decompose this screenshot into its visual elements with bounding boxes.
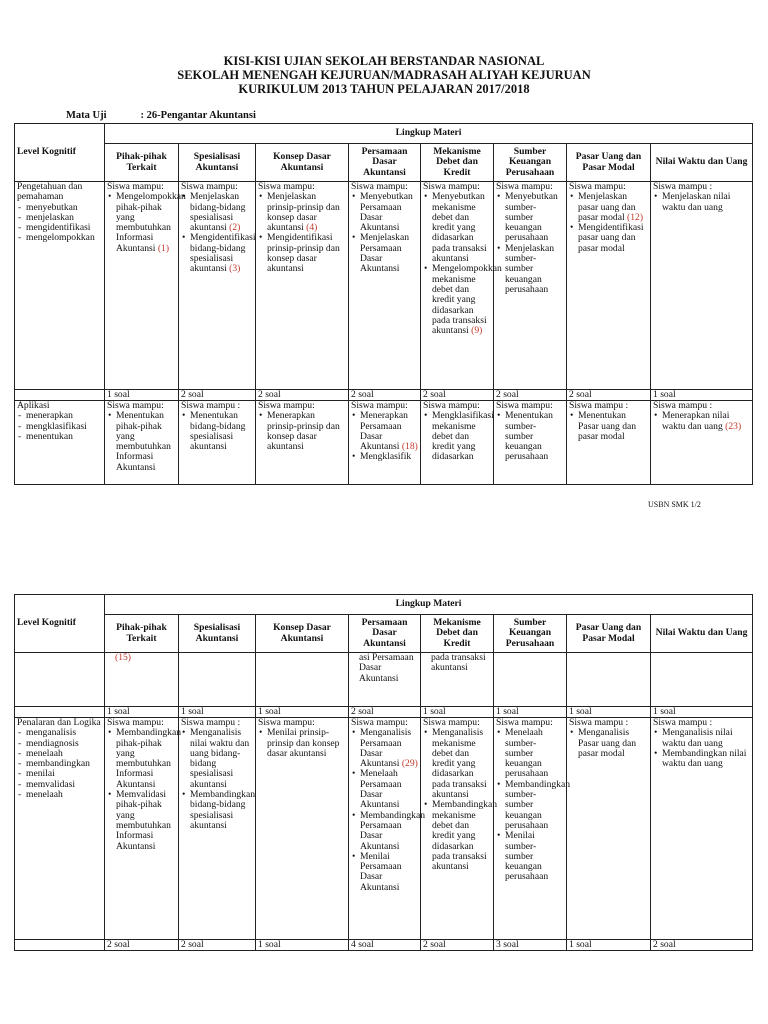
level-list — [17, 411, 102, 442]
level-item: - memvalidasi — [26, 780, 102, 790]
indicator-cell — [567, 718, 651, 940]
level-title: Aplikasi — [17, 400, 50, 411]
soal-count: 1 soal — [567, 707, 651, 718]
indicator-text: Menilai sumber-sumber keuangan perusahaan — [505, 830, 549, 883]
indicator-list — [107, 191, 186, 254]
indicator-intro: Siswa mampu: — [351, 181, 408, 192]
indicator-text: Membandingkan nilai waktu dan uang — [662, 747, 747, 770]
indicator-item — [116, 790, 176, 852]
soal-count: 1 soal — [256, 707, 349, 718]
soal-count: 2 soal — [421, 940, 494, 951]
indicator-intro: Siswa mampu : — [181, 400, 241, 411]
indicator-intro: Siswa mampu: — [258, 400, 315, 411]
level-header-p2: Level Kognitif — [15, 595, 105, 653]
indicator-text: Mengelompokkan mekanisme debet dan kredit yang didasarkan pada transaksi akuntansi — [432, 263, 502, 337]
indicator-text: Menentukan sumber-sumber keuangan perusahaan — [505, 410, 553, 463]
doc-title-line2: SEKOLAH MENENGAH KEJURUAN/MADRASAH ALIYAH KEJURUAN — [177, 68, 591, 82]
indicator-list — [181, 411, 253, 452]
level-item: - menelaah — [26, 790, 102, 800]
indicator-cell — [494, 717, 571, 940]
indicator-text: Menganalisis nilai waktu dan uang bidang-bidang spesialisasi akuntansi — [190, 727, 250, 790]
kisi-table-page1 — [14, 123, 753, 485]
indicator-item — [578, 192, 648, 223]
indicator-item — [360, 809, 426, 852]
indicator-intro: Siswa mampu : — [653, 400, 713, 411]
mata-uji-label: Mata Uji — [66, 110, 107, 121]
indicator-item — [267, 192, 346, 233]
column-header: Pasar Uang dan Pasar Modal — [567, 615, 651, 653]
indicator-intro: Siswa mampu : — [653, 717, 713, 728]
lingkup-header: Lingkup Materi — [105, 124, 753, 144]
indicator-text: Menerapkan prinsip-prinsip dan konsep dasar akuntansi — [267, 410, 340, 453]
level-cell — [15, 182, 105, 390]
mata-uji-value: : 26-Pengantar Akuntansi — [140, 110, 256, 121]
indicator-text: Menelaah Persamaan Dasar Akuntansi — [360, 768, 402, 811]
indicator-cell — [105, 717, 182, 940]
indicator-text: Menjelaskan sumber-sumber keuangan perusahaan — [505, 242, 555, 295]
indicator-item — [505, 728, 564, 779]
indicator-cell — [256, 718, 349, 940]
soal-count: 2 soal — [349, 707, 421, 718]
column-header: Pasar Uang dan Pasar Modal — [567, 144, 651, 182]
indicator-item — [578, 223, 648, 254]
indicator-item — [505, 778, 571, 831]
soal-count: 2 soal — [349, 390, 421, 401]
level-item: - menentukan — [26, 432, 102, 442]
doc-title-line3: KURIKULUM 2013 TAHUN PELAJARAN 2017/2018 — [238, 82, 530, 96]
indicator-item — [190, 232, 256, 275]
indicator-text: Membandingkan sumber-sumber keuangan perusahaan — [505, 778, 571, 831]
indicator-item — [190, 728, 253, 790]
indicator-list — [423, 410, 494, 463]
indicator-item — [578, 728, 648, 759]
indicator-list — [351, 192, 418, 274]
indicator-list — [107, 411, 176, 473]
indicator-text: Menilai Persamaan Dasar Akuntansi — [360, 850, 402, 893]
lingkup-header-p2: Lingkup Materi — [105, 595, 753, 615]
indicator-text: Menyebutkan sumber-sumber keuangan perusahaan — [505, 191, 558, 244]
indicator-intro: Siswa mampu: — [107, 717, 164, 728]
soal-count: 2 soal — [256, 390, 349, 401]
column-header: Nilai Waktu dan Uang — [651, 615, 753, 653]
indicator-item — [578, 411, 648, 442]
indicator-list — [496, 411, 564, 462]
column-header: Konsep Dasar Akuntansi — [256, 144, 349, 182]
indicator-text: Menganalisis Persamaan Dasar Akuntansi — [360, 727, 412, 770]
column-header: Mekanisme Debet dan Kredit — [421, 144, 494, 182]
indicator-text: Mengidentifikasi bidang-bidang spesialisasi akuntansi — [190, 232, 256, 275]
level-item: - menilai — [26, 769, 102, 779]
indicator-item — [116, 411, 176, 473]
indicator-text: Mengelompokkan pihak-pihak yang membutuhkan Informasi Akuntansi — [116, 191, 186, 254]
level-item: - mendiagnosis — [26, 739, 102, 749]
indicator-text: Menjelaskan pasar uang dan pasar modal — [578, 191, 636, 223]
indicator-list — [653, 192, 750, 213]
indicator-item — [116, 191, 186, 254]
indicator-list — [181, 191, 256, 275]
column-header: Spesialisasi Akuntansi — [179, 615, 256, 653]
indicator-cell — [256, 182, 349, 390]
indicator-text: Mengidentifikasi prinsip-prinsip dan konsep dasar akuntansi — [267, 232, 340, 275]
indicator-text: Menjelaskan bidang-bidang spesialisasi akuntansi — [190, 191, 246, 234]
indicator-item — [360, 852, 418, 893]
indicator-intro: Siswa mampu: — [496, 181, 553, 192]
question-number: (3) — [229, 263, 241, 275]
indicator-item — [662, 728, 750, 749]
indicator-cell — [105, 181, 186, 390]
soal-count: 1 soal — [421, 707, 494, 718]
column-header: Pihak-pihak Terkait — [105, 144, 179, 182]
indicator-text: Membandingkan mekanisme debet dan kredit yang didasarkan pada transaksi akuntansi — [432, 799, 498, 873]
indicator-intro: Siswa mampu: — [258, 181, 315, 192]
continued-cell — [651, 653, 753, 707]
indicator-list — [107, 727, 182, 852]
indicator-list — [351, 411, 418, 462]
indicator-list — [569, 728, 648, 759]
level-item: - membandingkan — [26, 759, 102, 769]
indicator-text: Memvalidasi pihak-pihak yang membutuhkan Informasi Akuntansi — [116, 789, 171, 852]
indicator-intro: Siswa mampu: — [569, 181, 626, 192]
indicator-text: Menyebutkan mekanisme debet dan kredit yang didasarkan pada transaksi akuntansi — [432, 191, 487, 265]
indicator-item — [190, 411, 253, 452]
question-number: (9) — [471, 325, 483, 337]
column-header: Sumber Keuangan Perusahaan — [494, 615, 567, 653]
indicator-cell — [179, 718, 256, 940]
continued-cell: asi Persamaan Dasar Akuntansi — [349, 653, 421, 707]
indicator-text: Menganalisis nilai waktu dan uang — [662, 727, 733, 749]
indicator-text: Menyebutkan Persamaan Dasar Akuntansi — [360, 191, 413, 234]
level-item: - mengelompokkan — [26, 233, 102, 243]
question-number: (23) — [725, 420, 742, 432]
column-header: Pihak-pihak Terkait — [105, 615, 179, 653]
continued-cell: (15) — [105, 653, 179, 707]
indicator-item — [505, 244, 564, 295]
indicator-cell — [567, 401, 651, 485]
indicator-cell — [651, 182, 753, 390]
soal-count: 1 soal — [567, 940, 651, 951]
indicator-intro: Siswa mampu: — [107, 181, 164, 192]
indicator-intro: Siswa mampu: — [423, 717, 480, 728]
column-header: Mekanisme Debet dan Kredit — [421, 615, 494, 653]
indicator-cell — [567, 182, 651, 390]
kisi-table-page2 — [14, 594, 753, 951]
indicator-item — [505, 831, 564, 882]
level-cell — [15, 401, 105, 485]
soal-count: 2 soal — [421, 390, 494, 401]
level-list — [17, 728, 102, 800]
indicator-intro: Siswa mampu : — [181, 717, 241, 728]
soal-count: 4 soal — [349, 940, 421, 951]
indicator-text: Mengklasifik — [360, 451, 412, 463]
indicator-item — [432, 410, 494, 463]
level-item: - menerapkan — [26, 411, 102, 421]
indicator-intro: Siswa mampu: — [496, 400, 553, 411]
question-number: (29) — [401, 758, 418, 770]
indicator-text: Menilai prinsip-prinsip dan konsep dasar akuntansi — [267, 727, 340, 759]
indicator-text: Menerapkan nilai waktu dan uang — [662, 410, 730, 432]
indicator-item — [432, 728, 491, 800]
indicator-text: Menjelaskan prinsip-prinsip dan konsep dasar akuntansi — [267, 191, 340, 234]
indicator-text: Menentukan Pasar uang dan pasar modal — [578, 410, 637, 442]
level-item: - menganalisis — [26, 728, 102, 738]
soal-count: 3 soal — [494, 940, 567, 951]
indicator-list — [258, 192, 346, 274]
doc-title-line1: KISI-KISI UJIAN SEKOLAH BERSTANDAR NASIONAL — [223, 54, 545, 68]
indicator-text: Mengidentifikasi pasar uang dan pasar modal — [578, 222, 644, 254]
level-item: - menyebutkan — [26, 203, 102, 213]
indicator-item — [267, 233, 346, 274]
indicator-text: Menjelaskan nilai waktu dan uang — [662, 191, 731, 213]
indicator-text: Membandingkan Persamaan Dasar Akuntansi — [360, 809, 426, 852]
indicator-item — [505, 192, 564, 243]
indicator-item — [190, 192, 253, 233]
indicator-list — [653, 728, 750, 769]
indicator-list — [496, 192, 564, 295]
level-item: - mengidentifikasi — [26, 223, 102, 233]
soal-count: 1 soal — [105, 390, 179, 401]
indicator-cell — [421, 717, 498, 940]
indicator-cell — [349, 717, 426, 940]
column-header: Nilai Waktu dan Uang — [651, 144, 753, 182]
indicator-list — [423, 191, 502, 337]
continued-cell — [179, 653, 256, 707]
indicator-text: Menentukan pihak-pihak yang membutuhkan Informasi Akuntansi — [116, 410, 171, 473]
column-header: Persamaan Dasar Akuntansi — [349, 615, 421, 653]
indicator-cell — [256, 401, 349, 485]
soal-count: 2 soal — [179, 940, 256, 951]
soal-count: 1 soal — [651, 390, 753, 401]
indicator-intro: Siswa mampu: — [351, 717, 408, 728]
level-title: Penalaran dan Logika — [17, 717, 101, 728]
question-number: (1) — [157, 242, 170, 254]
soal-count: 2 soal — [105, 940, 179, 951]
page-footer-text: USBN SMK 1/2 — [648, 500, 701, 509]
indicator-intro: Siswa mampu: — [423, 181, 480, 192]
indicator-list — [258, 728, 346, 759]
column-header: Konsep Dasar Akuntansi — [256, 615, 349, 653]
indicator-text: Menentukan bidang-bidang spesialisasi akuntansi — [190, 410, 246, 453]
level-header: Level Kognitif — [15, 124, 105, 182]
indicator-item — [190, 789, 256, 831]
indicator-item — [432, 192, 491, 264]
indicator-item — [432, 799, 498, 873]
indicator-cell — [105, 401, 179, 485]
level-title: Pengetahuan dan pemahaman — [17, 181, 83, 203]
indicator-item — [116, 727, 182, 790]
column-header: Sumber Keuangan Perusahaan — [494, 144, 567, 182]
indicator-intro: Siswa mampu : — [569, 717, 629, 728]
continued-cell: pada transaksi akuntansi — [421, 653, 494, 707]
indicator-cell — [494, 401, 567, 485]
indicator-text: Menerapkan Persamaan Dasar Akuntansi — [360, 410, 408, 453]
soal-count: 1 soal — [179, 707, 256, 718]
page-footer — [648, 500, 701, 509]
level-cell — [15, 718, 105, 940]
indicator-text: Mengklasifikasi mekanisme debet dan kredit yang didasarkan — [432, 410, 494, 463]
indicator-intro: Siswa mampu : — [653, 181, 713, 192]
indicator-list — [569, 192, 648, 254]
soal-count: 2 soal — [567, 390, 651, 401]
indicator-intro: Siswa mampu: — [181, 181, 238, 192]
indicator-cell — [651, 718, 753, 940]
indicator-text: Menelaah sumber-sumber keuangan perusahaan — [505, 727, 549, 780]
indicator-cell — [494, 182, 567, 390]
indicator-intro: Siswa mampu: — [258, 717, 315, 728]
indicator-list — [258, 411, 346, 452]
indicator-intro: Siswa mampu: — [496, 717, 553, 728]
indicator-intro: Siswa mampu: — [423, 400, 480, 411]
indicator-item — [360, 233, 418, 274]
indicator-cell — [179, 182, 256, 390]
question-number: (18) — [401, 441, 418, 453]
indicator-list — [351, 727, 426, 893]
column-header: Persamaan Dasar Akuntansi — [349, 144, 421, 182]
indicator-cell — [179, 401, 256, 485]
indicator-text: Menjelaskan Persamaan Dasar Akuntansi — [360, 232, 410, 275]
indicator-item — [267, 728, 346, 759]
soal-count: 1 soal — [651, 707, 753, 718]
indicator-item — [360, 192, 418, 233]
indicator-item — [662, 192, 750, 213]
indicator-item — [505, 411, 564, 462]
indicator-text: Membandingkan bidang-bidang spesialisasi akuntansi — [190, 789, 256, 831]
continued-cell — [256, 653, 349, 707]
column-header: Spesialisasi Akuntansi — [179, 144, 256, 182]
indicator-intro: Siswa mampu : — [569, 400, 629, 411]
level-item: - menjelaskan — [26, 213, 102, 223]
count-lead — [15, 390, 105, 401]
soal-count: 1 soal — [256, 940, 349, 951]
level-item: - menelaah — [26, 749, 102, 759]
indicator-text: Membandingkan pihak-pihak yang membutuhkan Informasi Akuntansi — [116, 727, 182, 790]
indicator-cell — [349, 182, 421, 390]
indicator-list — [569, 411, 648, 442]
indicator-text: Menganalisis mekanisme debet dan kredit yang didasarkan pada transaksi akuntansi — [432, 727, 487, 801]
indicator-item — [360, 411, 418, 452]
indicator-item — [662, 749, 750, 770]
indicator-item — [432, 263, 502, 337]
indicator-item — [267, 411, 346, 452]
soal-count: 1 soal — [105, 707, 179, 718]
indicator-list — [496, 727, 571, 883]
indicator-cell — [651, 401, 753, 485]
level-cell-cont — [15, 653, 105, 707]
indicator-item — [360, 452, 418, 462]
mata-uji — [66, 110, 256, 121]
question-number: (2) — [229, 222, 241, 234]
indicator-list — [181, 727, 256, 831]
indicator-list — [653, 411, 750, 432]
question-number: (12) — [627, 211, 644, 223]
indicator-text: Menganalisis Pasar uang dan pasar modal — [578, 727, 637, 759]
indicator-intro: Siswa mampu: — [107, 400, 164, 411]
indicator-cell — [349, 401, 421, 485]
level-item: - mengklasifikasi — [26, 422, 102, 432]
indicator-item — [360, 728, 418, 769]
soal-count: 2 soal — [494, 390, 567, 401]
soal-count: 2 soal — [651, 940, 753, 951]
indicator-intro: Siswa mampu: — [351, 400, 408, 411]
indicator-item — [360, 769, 418, 810]
soal-count: 1 soal — [494, 707, 567, 718]
question-number: (4) — [306, 222, 318, 234]
count-lead — [15, 940, 105, 951]
continued-cell — [567, 653, 651, 707]
continued-cell — [494, 653, 567, 707]
count-lead — [15, 707, 105, 718]
soal-count: 2 soal — [179, 390, 256, 401]
level-list — [17, 203, 102, 244]
indicator-item — [662, 411, 750, 432]
indicator-list — [423, 727, 498, 873]
indicator-cell — [421, 401, 494, 485]
indicator-cell — [421, 181, 502, 390]
